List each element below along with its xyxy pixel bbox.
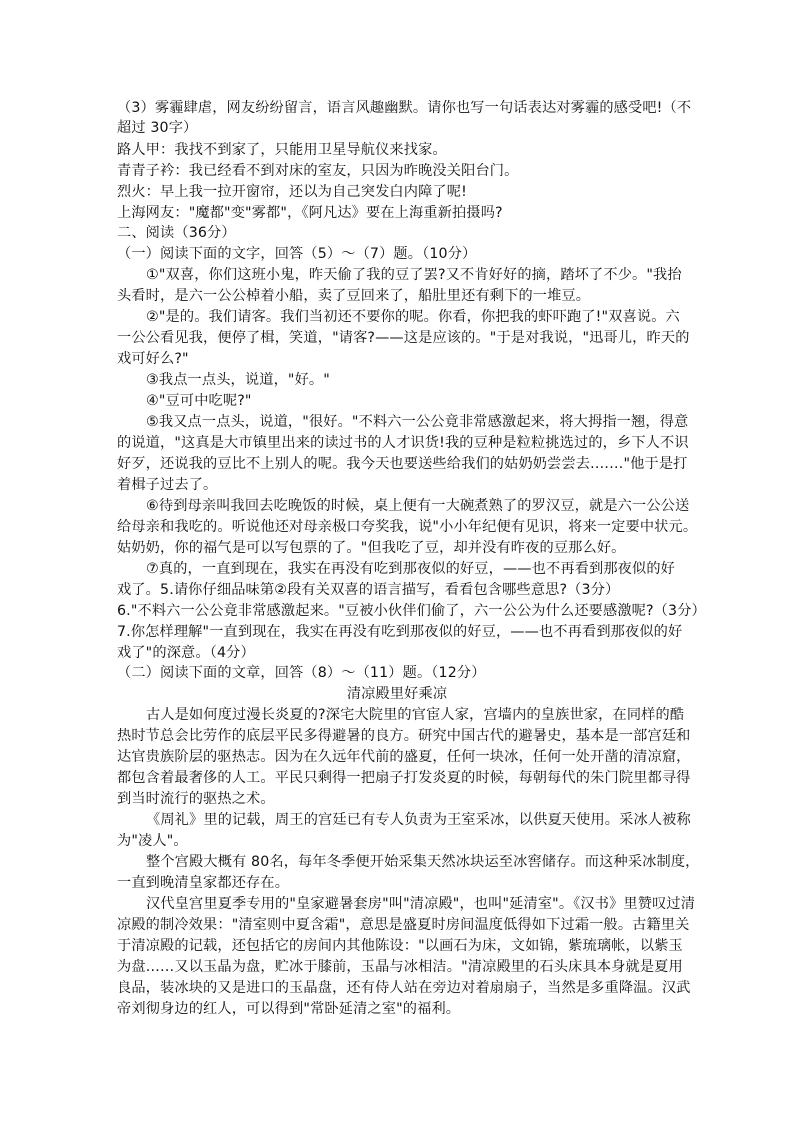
text-line: ①"双喜，你们这班小鬼，昨天偷了我的豆了罢?又不肯好好的摘，踏坏了不少。"我抬 xyxy=(146,267,682,283)
text-line: 头看时，是六一公公棹着小船，卖了豆回来了，船肚里还有剩下的一堆豆。 xyxy=(117,288,591,304)
text-line: 戏了"的深意。（4分） xyxy=(117,645,255,661)
text-line: 一公公看见我，便停了楫，笑道，"请客?——这是应该的。"于是对我说，"迅哥儿，昨天的 xyxy=(117,330,690,346)
text-line: 着楫子过去了。 xyxy=(117,477,218,493)
text-line: 青青子衿：我已经看不到对床的室友，只因为昨晚没关阳台门。 xyxy=(117,163,519,179)
text-line: 姑奶奶，你的福气是可以写包票的了。"但我吃了豆，却并没有昨夜的豆那么好。 xyxy=(117,540,626,556)
text-line: 到当时流行的驱热之术。 xyxy=(117,791,275,807)
text-line: 好歹，还说我的豆比不上别人的呢。我今天也要送些给我们的姑奶奶尝尝去.……"他于是打 xyxy=(117,456,688,472)
text-line: 汉代皇宫里夏季专用的"皇家避暑套房"叫"清凉殿"，也叫"延清室"。《汉书》里赞叹过清 xyxy=(146,896,696,912)
text-line: 古人是如何度过漫长炎夏的?深宅大院里的官宦人家，宫墙内的皇族世家，在同样的酷 xyxy=(146,707,685,723)
text-line: （一）阅读下面的文字，回答（5）～（7）题。（10分） xyxy=(117,246,477,262)
text-line: ④"豆可中吃呢?" xyxy=(146,393,252,409)
text-line: 为盘……又以玉晶为盘，贮冰于膝前，玉晶与冰相洁。"清凉殿里的石头床具本身就是夏用 xyxy=(117,959,683,975)
text-line: ②"是的。我们请客。我们当初还不要你的呢。你看，你把我的虾吓跑了!"双喜说。六 xyxy=(146,309,680,325)
text-line: 帝刘彻身边的红人，可以得到"常卧延清之室"的福利。 xyxy=(117,1001,461,1017)
text-line: （二）阅读下面的文章，回答（8）～（11）题。（12分） xyxy=(117,665,486,681)
text-line: 戏可好么?" xyxy=(117,351,189,367)
text-line: 凉殿的制冷效果："清室则中夏含霜"，意思是盛夏时房间温度低得如下过霜一般。古籍里关 xyxy=(117,917,690,933)
text-line: 7.你怎样理解"一直到现在，我实在再没有吃到那夜似的好豆，——也不再看到那夜似的好 xyxy=(117,624,683,640)
text-line: 超过 30字） xyxy=(117,120,198,136)
text-line: 热时节总会比劳作的底层平民多得避暑的良方。研究中国古代的避暑史，基本是一部宫廷和 xyxy=(117,728,691,744)
text-line: 良品，装冰块的又是进口的玉晶盘，还有侍人站在旁边对着扇扇子，当然是多重降温。汉武 xyxy=(117,980,691,996)
text-line: 6."不料六一公公竟非常感激起来。"豆被小伙伴们偷了，六一公公为什么还要感激呢?（3分） xyxy=(117,603,706,619)
text-line: 戏了。5.请你仔细品味第②段有关双喜的语言描写，看看包含哪些意思?（3分） xyxy=(117,582,620,598)
text-line: 《周礼》里的记载，周王的宫廷已有专人负责为王室采冰，以供夏天使用。采冰人被称 xyxy=(146,812,691,828)
text-line: 都包含着最奢侈的人工。平民只剩得一把扇子打发炎夏的时候，每朝每代的朱门院里都寻得 xyxy=(117,770,691,786)
text-line: 为"凌人"。 xyxy=(117,833,188,849)
text-line: 的说道，"这真是大市镇里出来的读过书的人才识货!我的豆种是粒粒挑选过的，乡下人不识 xyxy=(117,435,689,451)
text-line: 一直到晚清皇家都还存在。 xyxy=(117,875,290,891)
text-line: ③我点一点头，说道，"好。" xyxy=(146,372,330,388)
text-line: ⑤我又点一点头，说道，"很好。"不料六一公公竟非常感激起来，将大拇指一翘，得意 xyxy=(146,414,689,430)
text-line: 整个宫殿大概有 80名，每年冬季便开始采集天然冰块运至冰窖储存。而这种采冰制度， xyxy=(146,854,700,870)
text-line: 上海网友："魔都"变"雾都"，《阿凡达》要在上海重新拍摄吗? xyxy=(117,205,503,221)
text-line: 烈火：早上我一拉开窗帘，还以为自己突发白内障了呢! xyxy=(117,184,467,200)
text-line: ⑦真的，一直到现在，我实在再没有吃到那夜似的好豆，——也不再看到那夜似的好 xyxy=(146,561,676,577)
text-line: 二、阅读（36分） xyxy=(117,225,236,241)
text-line: 给母亲和我吃的。听说他还对母亲极口夸奖我，说"小小年纪便有见识，将来一定要中状元。 xyxy=(117,519,698,535)
text-line: 达官贵族阶层的驱热志。因为在久远年代前的盛夏，任何一块冰，任何一处开凿的清凉窟， xyxy=(117,749,691,765)
text-line: 路人甲：我找不到家了，只能用卫星导航仪来找家。 xyxy=(117,142,447,158)
text-line: 清凉殿里好乘凉 xyxy=(346,686,448,702)
text-line: （3）雾霾肆虐，网友纷纷留言，语言风趣幽默。请你也写一句话表达对雾霾的感受吧!（不 xyxy=(117,100,692,116)
text-line: ⑥待到母亲叫我回去吃晚饭的时候，桌上便有一大碗煮熟了的罗汉豆，就是六一公公送 xyxy=(146,498,690,514)
text-line: 于清凉殿的记载，还包括它的房间内其他陈设："以画石为床，文如锦，紫琉璃帐，以紫玉 xyxy=(117,938,683,954)
